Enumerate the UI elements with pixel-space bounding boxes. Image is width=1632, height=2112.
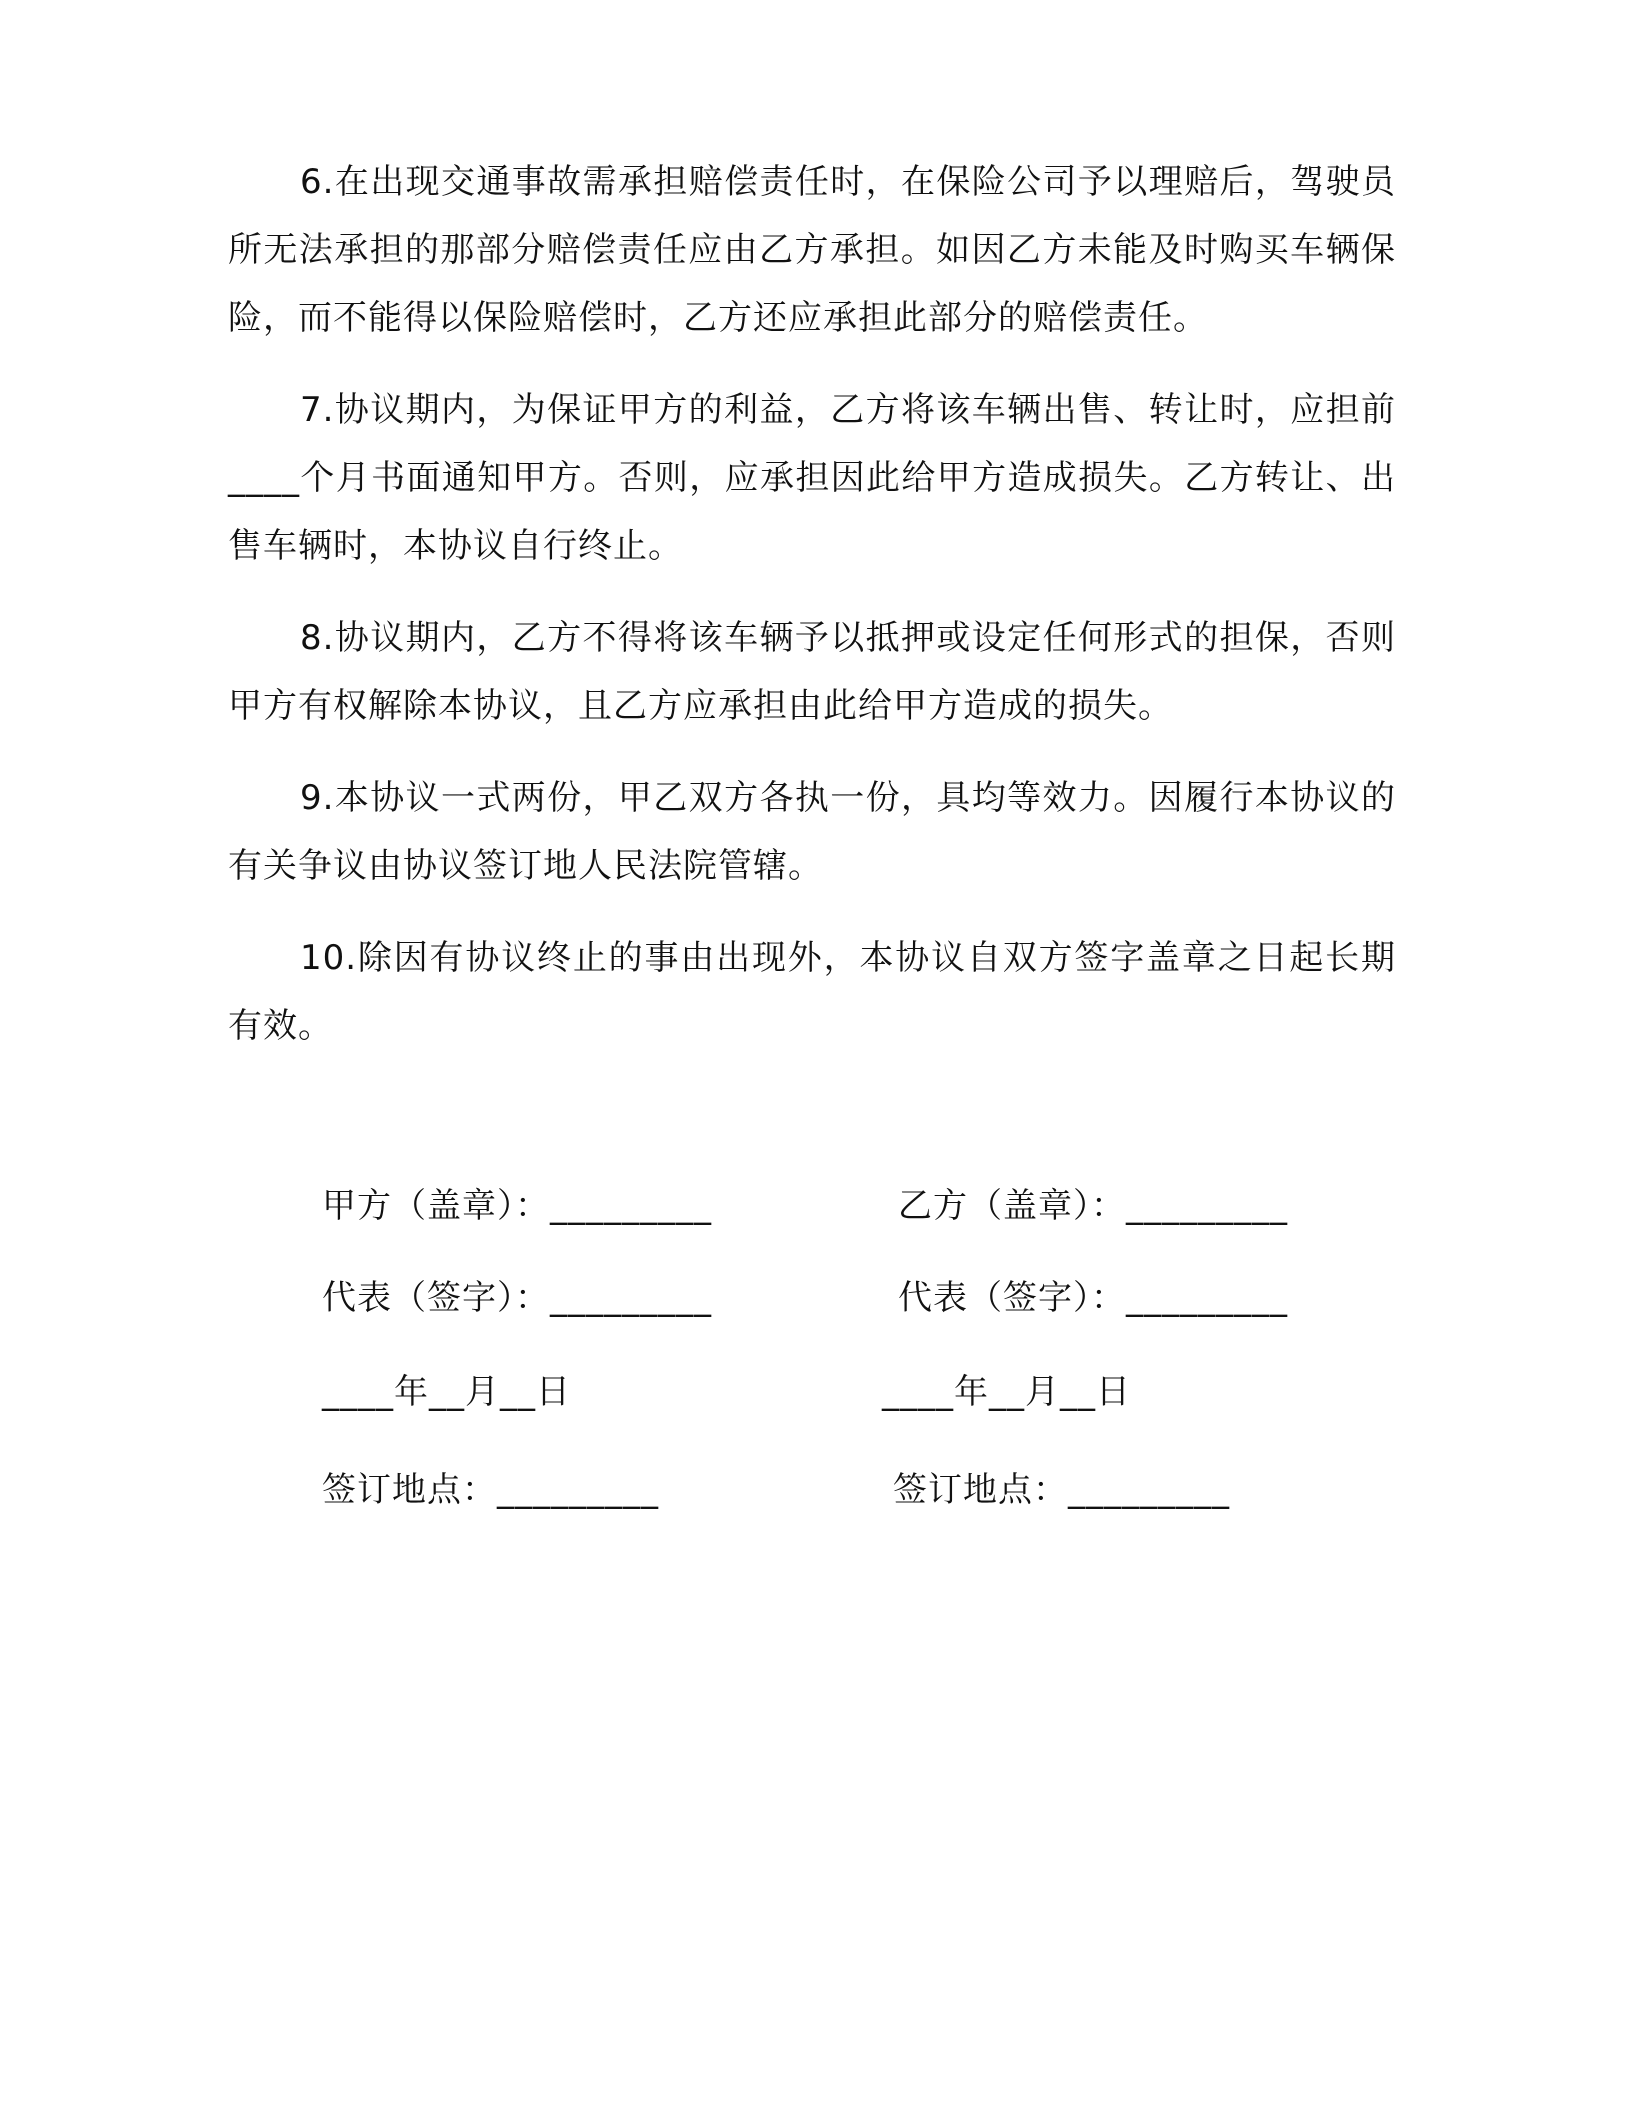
party-a-representative-line: 代表（签字）：_________	[322, 1278, 712, 1318]
party-b-place-line: 签订地点：_________	[893, 1470, 1230, 1510]
party-b-representative-line: 代表（签字）：_________	[898, 1278, 1288, 1318]
clause-6: 6.在出现交通事故需承担赔偿责任时，在保险公司予以理赔后，驾驶员所无法承担的那部分赔偿责任应由乙方承担。如因乙方未能及时购买车辆保险，而不能得以保险赔偿时，乙方还应承担此部分的赔偿责任。	[228, 162, 1396, 338]
party-a-date-line: ____年__月__日	[322, 1372, 571, 1412]
clause-9: 9.本协议一式两份，甲乙双方各执一份，具均等效力。因履行本协议的有关争议由协议签订地人民法院管辖。	[228, 778, 1396, 886]
party-b-date-line: ____年__月__日	[882, 1372, 1131, 1412]
clause-8: 8.协议期内，乙方不得将该车辆予以抵押或设定任何形式的担保，否则甲方有权解除本协议，且乙方应承担由此给甲方造成的损失。	[228, 618, 1396, 726]
party-a-seal-line: 甲方（盖章）：_________	[322, 1186, 712, 1226]
party-b-seal-line: 乙方（盖章）：_________	[898, 1186, 1288, 1226]
agreement-clauses	[228, 148, 1396, 1084]
party-a-place-line: 签订地点：_________	[322, 1470, 659, 1510]
clause-7: 7.协议期内，为保证甲方的利益，乙方将该车辆出售、转让时，应担前____个月书面通知甲方。否则，应承担因此给甲方造成损失。乙方转让、出售车辆时，本协议自行终止。	[228, 390, 1396, 566]
clause-10: 10.除因有协议终止的事由出现外，本协议自双方签字盖章之日起长期有效。	[228, 938, 1396, 1046]
